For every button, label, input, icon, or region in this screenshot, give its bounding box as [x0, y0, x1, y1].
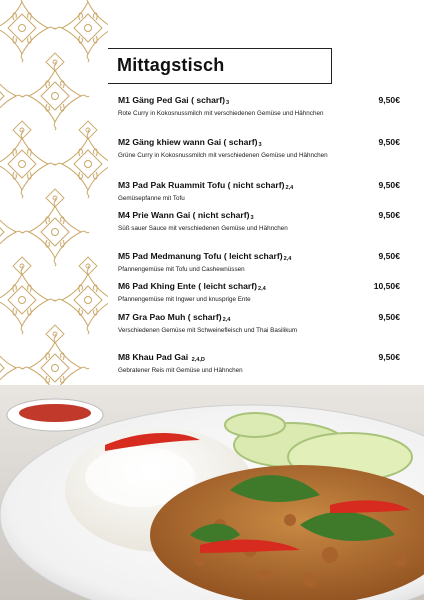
item-price: 9,50€ — [378, 180, 400, 190]
item-price: 9,50€ — [378, 210, 400, 220]
menu-item — [118, 210, 400, 233]
item-description: Rote Curry in Kokosnussmilch mit verschiedenen Gemüse und Hähnchen — [118, 110, 324, 117]
menu-item — [118, 137, 400, 160]
item-description: Süß sauer Sauce mit verschiedenen Gemüse und Hähnchen — [118, 225, 288, 232]
item-name: M2 Gäng khiew wann Gai ( scharf)3 — [118, 137, 262, 148]
item-allergens: 2,4,D — [191, 357, 205, 363]
menu-item — [118, 95, 400, 118]
decorative-thai-pattern — [0, 0, 108, 385]
item-allergens: 3 — [225, 100, 230, 106]
item-description: Gemüsepfanne mit Tofu — [118, 195, 185, 202]
item-name: M7 Gra Pao Muh ( scharf)2,4 — [118, 312, 231, 323]
item-name: M6 Pad Khing Ente ( leicht scharf)2,4 — [118, 281, 266, 292]
item-price: 9,50€ — [378, 251, 400, 261]
item-description: Pfannengemüse mit Tofu und Cashewnüssen — [118, 266, 245, 273]
item-price: 9,50€ — [378, 312, 400, 322]
menu-item — [118, 180, 400, 203]
item-name: M5 Pad Medmanung Tofu ( leicht scharf)2,4 — [118, 251, 292, 262]
item-description: Gebratener Reis mit Gemüse und Hähnchen — [118, 367, 243, 374]
menu-item — [118, 312, 400, 335]
item-allergens: 3 — [258, 142, 262, 148]
menu-title: Mittagstisch — [117, 55, 225, 75]
menu-item — [118, 352, 400, 375]
menu-item — [118, 251, 400, 274]
item-allergens: 2,4 — [222, 317, 231, 323]
item-name: M1 Gäng Ped Gai ( scharf)3 — [118, 95, 230, 106]
item-name: M8 Khau Pad Gai 2,4,D — [118, 352, 205, 363]
item-price: 9,50€ — [378, 352, 400, 362]
item-price: 9,50€ — [378, 137, 400, 147]
item-name: M3 Pad Pak Ruammit Tofu ( nicht scharf)2,4 — [118, 180, 294, 191]
item-allergens: 2,4 — [257, 286, 266, 292]
item-description: Verschiedenen Gemüse mit Schweinefleisch und Thai Basilikum — [118, 327, 298, 334]
pattern-row-1 — [0, 0, 108, 385]
item-price: 10,50€ — [373, 281, 400, 291]
menu-item — [118, 281, 400, 304]
item-price: 9,50€ — [378, 95, 400, 105]
food-photo — [0, 385, 424, 600]
item-description: Grüne Curry in Kokosnussmilch mit verschiedenen Gemüse und Hähnchen — [118, 152, 328, 159]
item-allergens: 3 — [250, 215, 254, 221]
item-description: Pfannengemüse mit Ingwer und knusprige Ente — [118, 296, 251, 303]
item-name: M4 Prie Wann Gai ( nicht scharf)3 — [118, 210, 254, 221]
item-allergens: 2,4 — [283, 256, 292, 262]
item-allergens: 2,4 — [285, 185, 294, 191]
